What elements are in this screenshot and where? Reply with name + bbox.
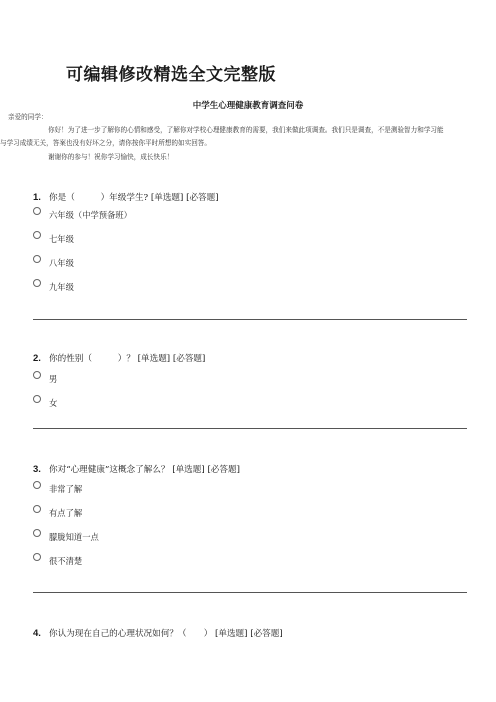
page-title: 可编辑修改精选全文完整版 [66,65,276,85]
question-2 [33,352,467,409]
option-vaguely-familiar[interactable] [33,530,467,543]
radio-button[interactable] [33,255,41,263]
survey-title: 中学生心理健康教育调查问卷 [192,101,304,111]
option-male[interactable] [33,372,467,385]
option-label: 女 [49,397,58,408]
option-label: 很不清楚 [49,555,83,566]
option-grade-7[interactable] [33,232,467,245]
intro-line-2: 与学习成绩无关，答案也没有好坏之分，请你按你平时所想的如实回答。 [0,139,211,147]
option-label: 男 [49,373,58,384]
option-label: 六年级（中学预备班） [49,209,132,220]
radio-button[interactable] [33,481,41,489]
option-very-familiar[interactable] [33,482,467,495]
radio-button[interactable] [33,231,41,239]
question-4 [33,627,467,639]
option-female[interactable] [33,396,467,409]
option-label: 八年级 [49,257,74,268]
question-number: 1. [33,192,41,203]
radio-button[interactable] [33,207,41,215]
question-number: 3. [33,464,41,475]
question-3 [33,463,467,567]
option-label: 非常了解 [49,483,83,494]
question-number: 4. [33,628,41,639]
option-label: 朦胧知道一点 [49,531,99,542]
option-not-familiar[interactable] [33,554,467,567]
divider [33,592,467,593]
option-label: 九年级 [49,281,74,292]
intro-line-3: 谢谢你的参与！祝你学习愉快，成长快乐！ [48,153,174,161]
divider [33,428,467,429]
question-text: 你是（ ）年级学生? [单选题] [必答题] [49,193,219,203]
radio-button[interactable] [33,395,41,403]
intro-greeting: 亲爱的同学： [8,113,48,121]
question-1 [33,191,467,293]
radio-button[interactable] [33,279,41,287]
question-text: 你的性别（ ）？ [单选题] [必答题] [49,354,206,364]
radio-button[interactable] [33,505,41,513]
option-somewhat-familiar[interactable] [33,506,467,519]
question-text: 你对“心理健康”这概念了解么？ [单选题] [必答题] [49,465,240,475]
question-number: 2. [33,353,41,364]
intro-line-1: 你好！为了进一步了解你的心情和感受，了解你对学校心理健康教育的需要，我们来做此项调查。我们只是调查，不是测验智力和学习能 [48,126,444,134]
question-text: 你认为现在自己的心理状况如何？（ ） [单选题] [必答题] [49,629,283,639]
option-label: 七年级 [49,233,74,244]
radio-button[interactable] [33,529,41,537]
option-grade-8[interactable] [33,256,467,269]
radio-button[interactable] [33,371,41,379]
divider [33,319,467,320]
option-grade-9[interactable] [33,280,467,293]
option-label: 有点了解 [49,507,83,518]
radio-button[interactable] [33,553,41,561]
option-grade-6[interactable] [33,208,467,221]
